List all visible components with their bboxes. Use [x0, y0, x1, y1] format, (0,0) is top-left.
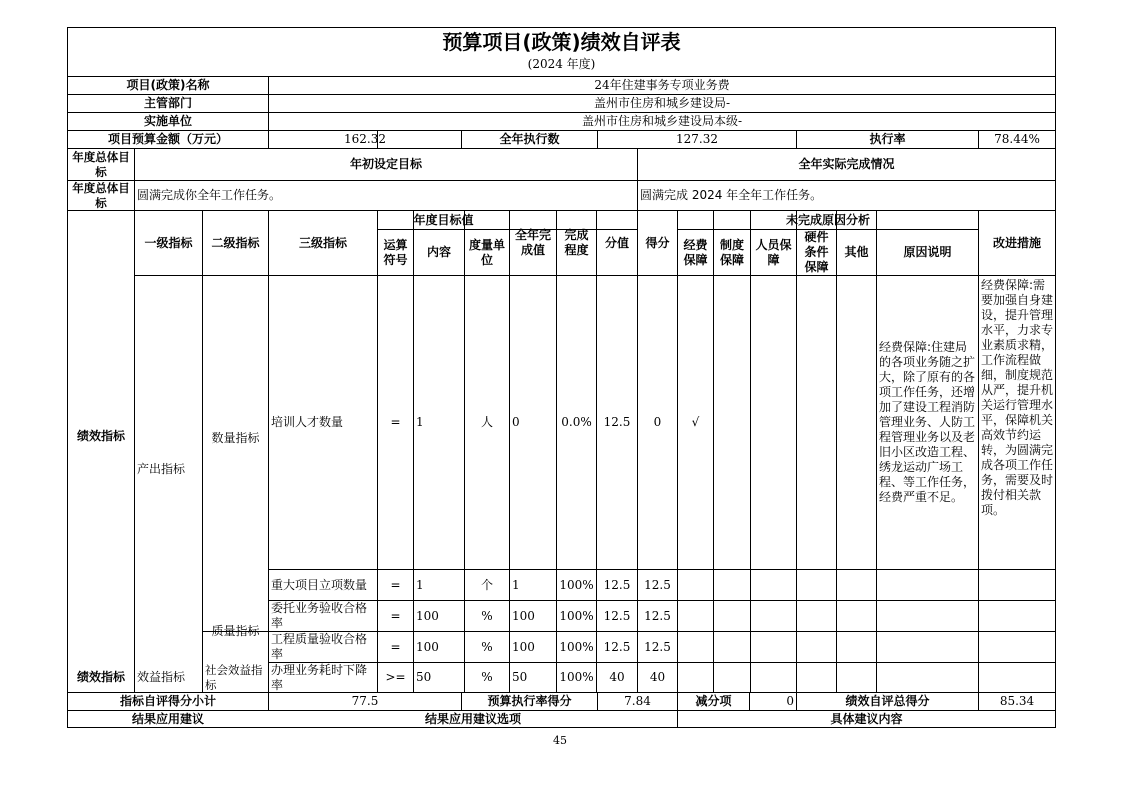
label-subtotal: 指标自评得分小计: [119, 694, 216, 708]
value-initial-goal: 圆满完成你全年工作任务。: [137, 188, 282, 202]
label-content: 内容: [426, 245, 451, 259]
indicator-value: 12.5: [603, 577, 631, 592]
indicator-value: 40: [609, 670, 625, 684]
label-staff: 人员保障: [755, 237, 792, 267]
value-budget: 162.32: [344, 132, 386, 146]
label-level1: 一级指标: [144, 235, 193, 250]
indicator-name: 委托业务验收合格率: [271, 601, 368, 630]
label-overall-goal-1: 年度总体目标: [72, 150, 130, 179]
indicator-rate: 100%: [559, 608, 594, 623]
value-rate: 78.44%: [994, 132, 1040, 146]
label-total: 绩效自评总得分: [845, 694, 930, 708]
value-subtotal: 77.5: [351, 694, 379, 708]
indicator-done: 50: [512, 670, 528, 684]
indicator-op: =: [390, 415, 401, 429]
indicator-done: 100: [512, 639, 535, 654]
label-op: 运算符号: [383, 237, 408, 267]
label-project-name: 项目(政策)名称: [126, 78, 210, 92]
grid-line: [67, 727, 1056, 728]
level1-output: 产出指标: [137, 461, 186, 476]
indicator-unit: %: [481, 670, 493, 684]
indicator-value: 12.5: [603, 415, 631, 429]
label-detail: 具体建议内容: [830, 711, 903, 726]
grid-line: [713, 210, 714, 693]
value-actual: 圆满完成 2024 年全年工作任务。: [640, 188, 823, 202]
indicator-name: 重大项目立项数量: [271, 577, 368, 592]
grid-line: [796, 210, 797, 693]
grid-line: [750, 210, 751, 693]
grid-line: [67, 27, 1056, 28]
indicator-done: 0: [512, 415, 520, 429]
indicator-rate: 0.0%: [561, 415, 592, 429]
indicator-value: 12.5: [603, 639, 631, 654]
value-dept: 盖州市住房和城乡建设局-: [593, 96, 731, 110]
label-exec: 全年执行数: [499, 132, 560, 146]
indicator-content: 100: [416, 639, 439, 654]
indicator-rate: 100%: [559, 577, 594, 592]
grid-line: [836, 210, 837, 693]
reason-text: 经费保障:住建局的各项业务随之扩大，除了原有的各项工作任务，还增加了建设工程消防管理业务、人防工程管理业务以及老旧小区改造工程、绣龙运动广场工程、等工作任务，经费严重不足。: [879, 340, 976, 504]
label-measure-unit: 度量单位: [468, 237, 505, 267]
label-result-suggestion: 结果应用建议: [131, 711, 204, 726]
label-completion: 完成程度: [564, 228, 589, 257]
level1-benefit: 效益指标: [137, 670, 186, 684]
indicator-content: 1: [416, 577, 424, 592]
label-perf-indicators: 绩效指标: [76, 429, 125, 443]
label-overall-goal-2: 年度总体目标: [72, 181, 130, 210]
label-level2: 二级指标: [211, 235, 260, 250]
label-dept: 主管部门: [143, 96, 192, 110]
label-unit: 实施单位: [143, 114, 192, 128]
indicator-fund-check: √: [691, 415, 700, 429]
label-result-option: 结果应用建议选项: [424, 711, 521, 726]
level2-social: 社会效益指标: [205, 663, 263, 692]
indicator-unit: %: [481, 608, 493, 623]
label-budget-score: 预算执行率得分: [487, 694, 572, 708]
label-annual-target: 年度目标值: [413, 212, 474, 227]
indicator-done: 1: [512, 577, 520, 592]
label-initial-goal: 年初设定目标: [349, 157, 422, 171]
form-title: 预算项目(政策)绩效自评表: [442, 30, 681, 54]
page-number: 45: [553, 734, 567, 747]
indicator-score: 12.5: [644, 608, 671, 623]
value-deduct: 0: [786, 694, 794, 708]
indicator-score: 0: [653, 415, 662, 429]
indicator-name: 工程质量验收合格率: [271, 632, 368, 661]
level2-quantity: 数量指标: [211, 430, 260, 445]
indicator-done: 100: [512, 608, 535, 623]
label-score-value: 分值: [604, 235, 629, 250]
label-improve: 改进措施: [992, 235, 1041, 250]
value-unit: 盖州市住房和城乡建设局本级-: [581, 114, 743, 128]
label-hardware: 硬件条件保障: [804, 230, 829, 274]
label-level3: 三级指标: [298, 235, 347, 250]
value-budget-score: 7.84: [624, 694, 651, 708]
indicator-op: =: [390, 639, 401, 654]
form-year: (2024 年度): [527, 57, 596, 71]
indicator-unit: 个: [480, 577, 493, 592]
indicator-score: 12.5: [644, 577, 671, 592]
label-reason-analysis: 未完成原因分析: [785, 212, 870, 227]
grid-line: [1055, 27, 1056, 728]
label-rate: 执行率: [869, 132, 906, 146]
indicator-rate: 100%: [559, 670, 594, 684]
indicator-op: =: [390, 608, 401, 623]
label-actual: 全年实际完成情况: [798, 157, 895, 171]
value-project-name: 24年住建事务专项业务费: [594, 78, 730, 92]
level2-quality: 质量指标: [211, 624, 260, 638]
label-perf-indicators-2: 绩效指标: [76, 670, 125, 684]
indicator-name: 培训人才数量: [271, 415, 344, 429]
value-total: 85.34: [999, 694, 1035, 708]
label-full-year-value: 全年完成值: [514, 228, 551, 257]
label-score: 得分: [645, 235, 670, 250]
label-reason-desc: 原因说明: [903, 245, 952, 259]
label-budget: 项目预算金额（万元）: [107, 132, 228, 146]
indicator-score: 40: [649, 670, 666, 684]
indicator-op: >=: [385, 670, 406, 684]
indicator-unit: 人: [480, 415, 493, 429]
label-fund: 经费保障: [683, 237, 708, 267]
indicator-name: 办理业务耗时下降率: [271, 663, 368, 692]
improve-text: 经费保障:需要加强自身建设，提升管理水平，力求专业素质求精，工作流程做细，制度规范从严，提升机关运行管理水平，保障机关高效节约运转，为圆满完成各项工作任务，需要及时拨付相关款项。: [981, 278, 1054, 517]
indicator-rate: 100%: [559, 639, 594, 654]
value-exec: 127.32: [676, 132, 718, 146]
indicator-op: =: [390, 577, 401, 592]
label-deduct: 减分项: [695, 694, 732, 708]
indicator-content: 1: [416, 415, 424, 429]
label-system: 制度保障: [719, 237, 744, 267]
indicator-content: 50: [416, 670, 432, 684]
label-other: 其他: [844, 245, 869, 259]
indicator-value: 12.5: [603, 608, 631, 623]
indicator-content: 100: [416, 608, 439, 623]
indicator-unit: %: [481, 639, 493, 654]
indicator-score: 12.5: [644, 639, 671, 654]
